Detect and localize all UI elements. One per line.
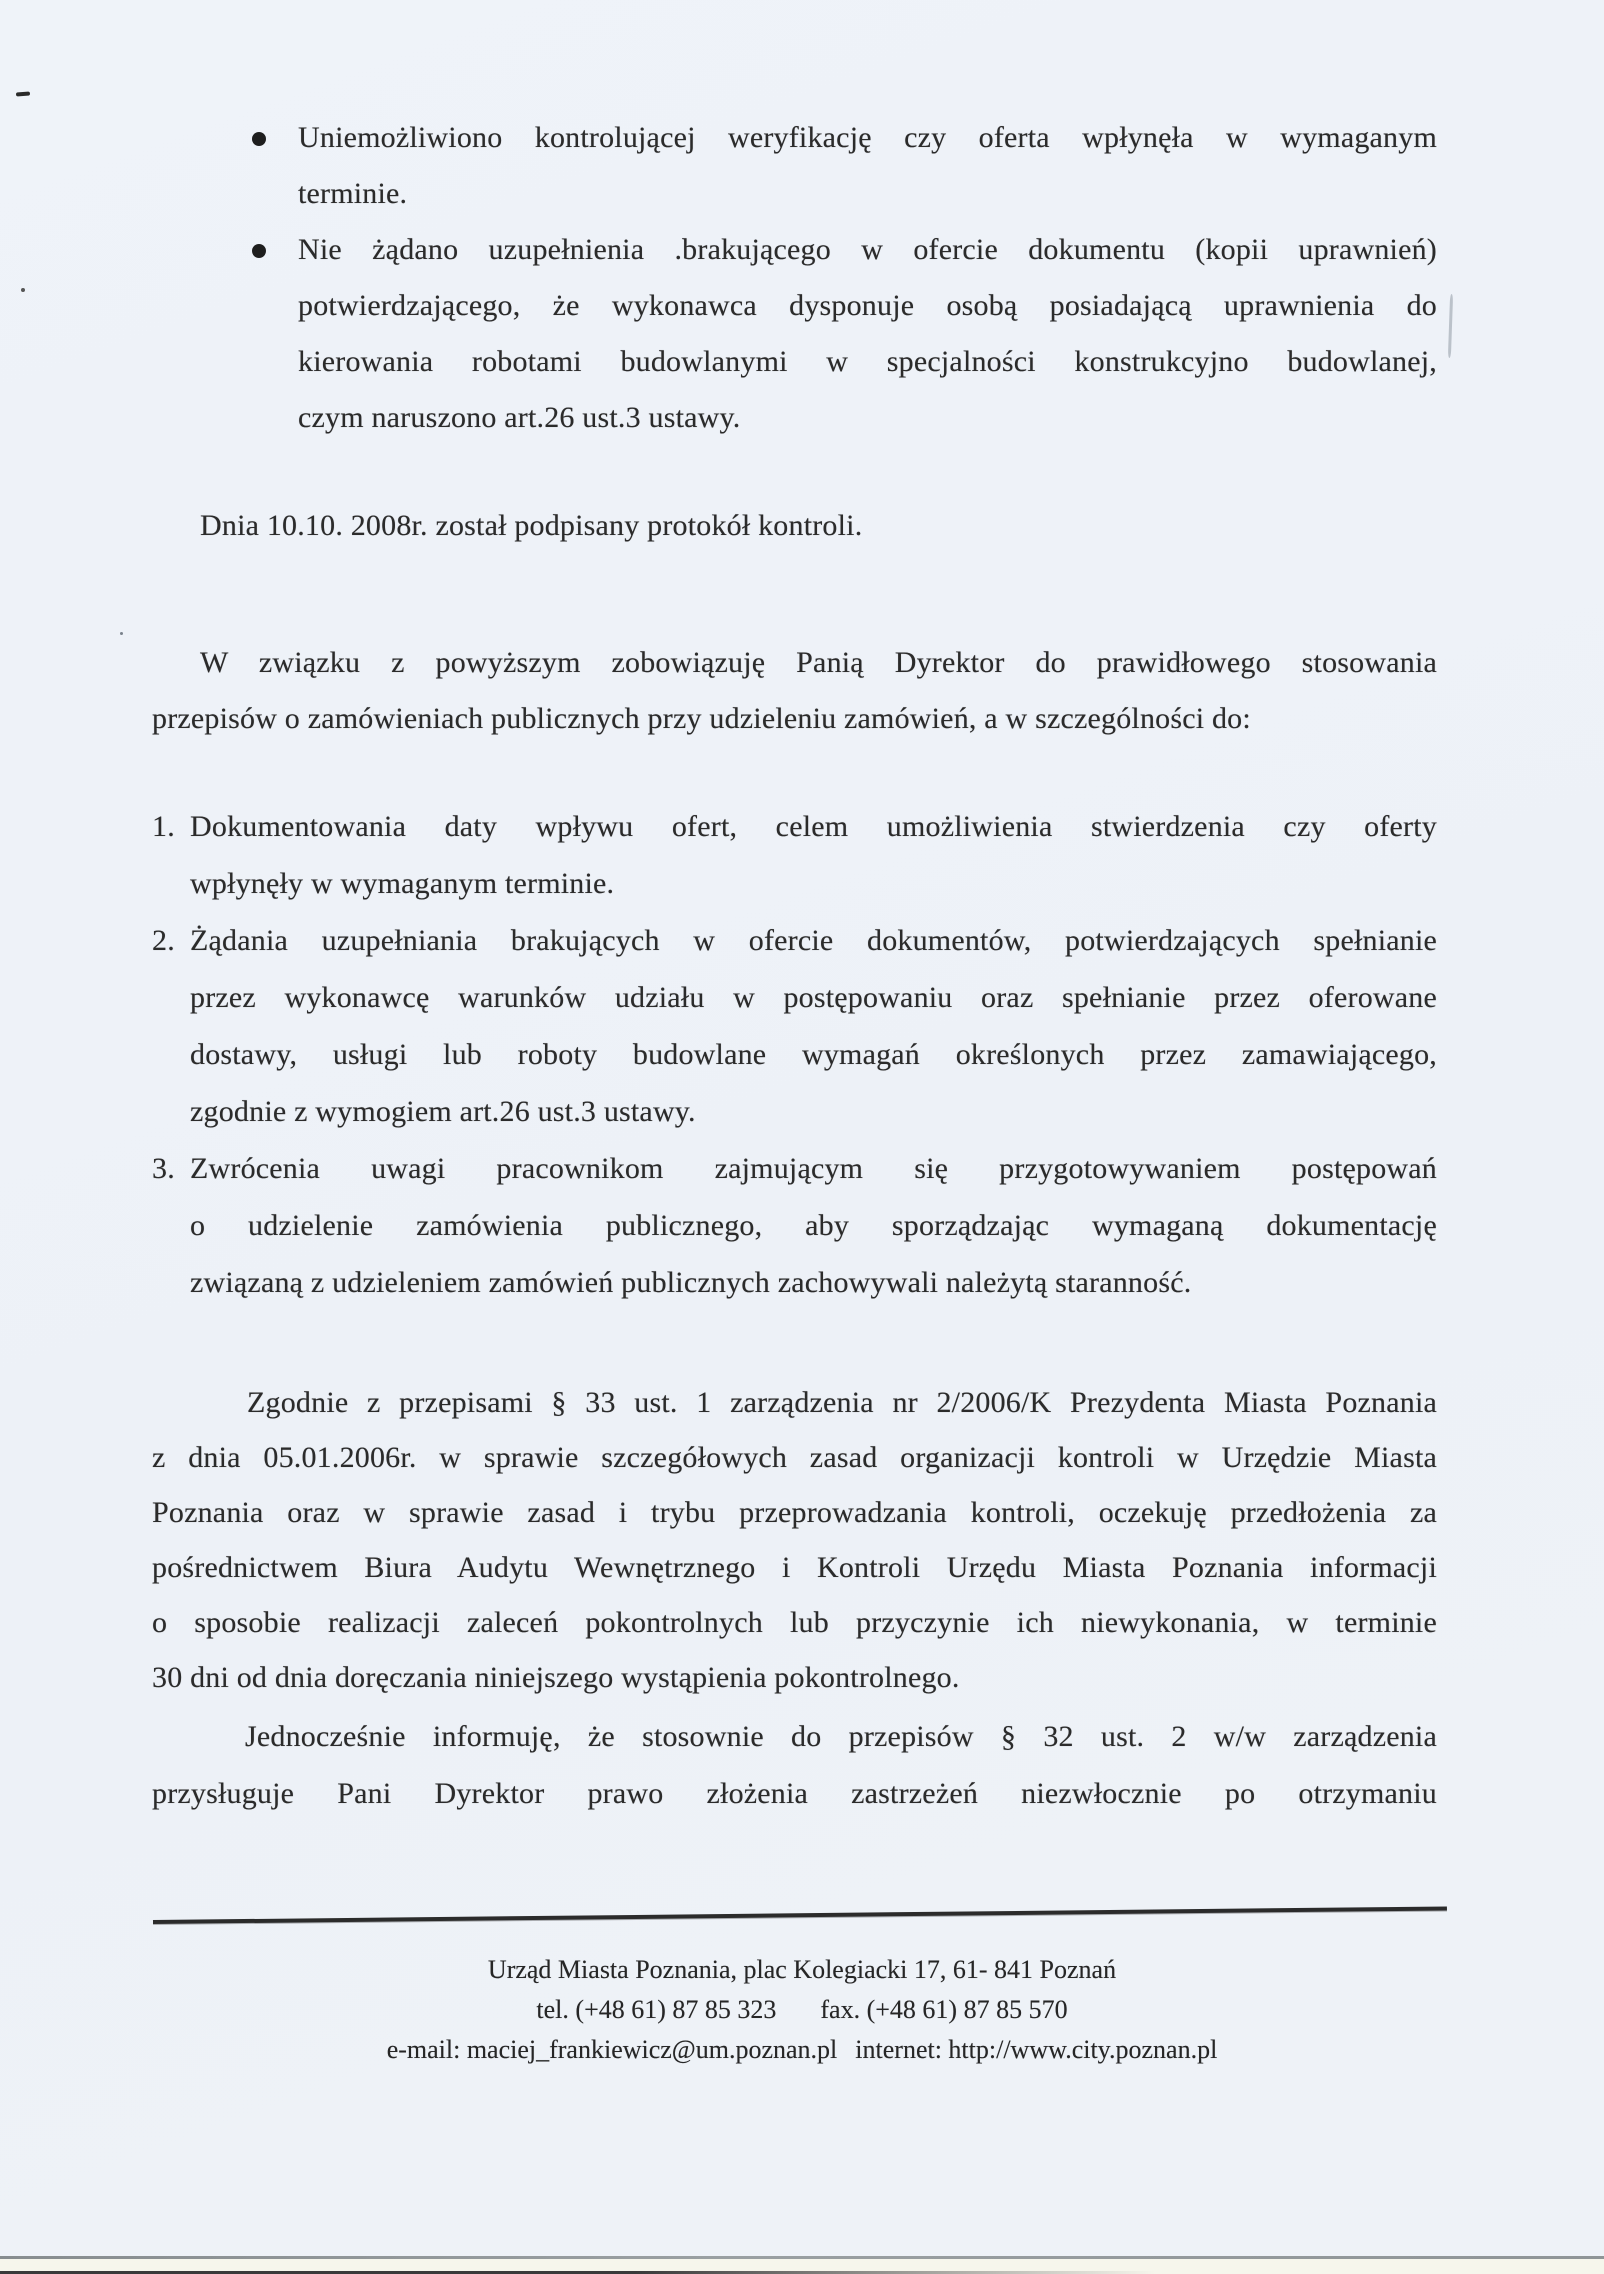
text-line: o sposobie realizacji zaleceń pokontrolnych lub przyczynie ich niewykonania, w terminie: [152, 1606, 1437, 1639]
numbered-item: [152, 912, 1437, 1140]
footer-fax: fax. (+48 61) 87 85 570: [820, 1995, 1068, 2024]
text-line: związaną z udzieleniem zamówień publicznych zachowywali należytą staranność.: [190, 1266, 1192, 1299]
text-line: terminie.: [298, 177, 408, 210]
text-line: Poznania oraz w sprawie zasad i trybu przeprowadzania kontroli, oczekuję przedłożenia za: [152, 1496, 1437, 1529]
item-number: 2.: [152, 924, 175, 957]
item-number: 3.: [152, 1152, 175, 1185]
footer-tel: tel. (+48 61) 87 85 323: [536, 1995, 777, 2024]
text-line: przysługuje Pani Dyrektor prawo złożenia zastrzeżeń niezwłocznie po otrzymaniu: [152, 1777, 1437, 1810]
text-line: Jednocześnie informuję, że stosownie do przepisów § 32 ust. 2 w/w zarządzenia: [245, 1720, 1437, 1753]
text-line: 30 dni od dnia doręczania niniejszego wystąpienia pokontrolnego.: [152, 1661, 960, 1694]
item-number: 1.: [152, 810, 175, 843]
paragraph-zgodnie: [152, 1375, 1437, 1705]
text-line: W związku z powyższym zobowiązuję Panią Dyrektor do prawidłowego stosowania: [200, 646, 1437, 679]
text-line: z dnia 05.01.2006r. w sprawie szczegółowych zasad organizacji kontroli w Urzędzie Miasta: [152, 1441, 1437, 1474]
text-line: wpłynęły w wymaganym terminie.: [190, 867, 615, 900]
numbered-item: [152, 1140, 1437, 1311]
footer-internet: internet: http://www.city.poznan.pl: [855, 2035, 1218, 2064]
footer-address-line: Urząd Miasta Poznania, plac Kolegiacki 17, 61- 841 Poznań: [487, 1955, 1117, 1984]
text-line: zgodnie z wymogiem art.26 ust.3 ustawy.: [190, 1095, 696, 1128]
footer-email: e-mail: maciej_frankiewicz@um.poznan.pl: [386, 2035, 838, 2064]
bullet-item: [152, 222, 1437, 446]
text-line: potwierdzającego, że wykonawca dysponuje osobą posiadającą uprawnienia do: [298, 289, 1437, 322]
paragraph-protocol-signed: Dnia 10.10. 2008r. został podpisany protokół kontroli.: [200, 509, 863, 542]
numbered-item: [152, 798, 1437, 912]
bullet-item: [152, 110, 1437, 222]
paragraph-jednoczesnie: [152, 1708, 1437, 1822]
numbered-list: [152, 798, 1437, 1311]
text-line: o udzielenie zamówienia publicznego, aby sporządzając wymaganą dokumentację: [190, 1209, 1437, 1242]
paragraph-obligation: [152, 635, 1437, 747]
text-line: Zgodnie z przepisami § 33 ust. 1 zarządzenia nr 2/2006/K Prezydenta Miasta Poznania: [247, 1386, 1437, 1419]
footer-separator-line: [153, 1906, 1447, 1924]
bullet-list: [152, 110, 1437, 446]
text-line: dostawy, usługi lub roboty budowlane wymagań określonych przez zamawiającego,: [190, 1038, 1437, 1071]
text-line: czym naruszono art.26 ust.3 ustawy.: [298, 401, 741, 434]
text-line: kierowania robotami budowlanymi w specjalności konstrukcyjno budowlanej,: [298, 345, 1437, 378]
footer-phone-line: [0, 1990, 1604, 2030]
footer-email-line: [0, 2030, 1604, 2070]
text-line: Żądania uzupełniania brakujących w ofercie dokumentów, potwierdzających spełnianie: [190, 924, 1437, 957]
text-line: Zwrócenia uwagi pracownikom zajmującym się przygotowywaniem postępowań: [190, 1152, 1437, 1185]
text-line: przez wykonawcę warunków udziału w postępowaniu oraz spełnianie przez oferowane: [190, 981, 1437, 1014]
text-line: pośrednictwem Biura Audytu Wewnętrznego i Kontroli Urzędu Miasta Poznania informacji: [152, 1551, 1437, 1584]
text-line: Uniemożliwiono kontrolującej weryfikację czy oferta wpłynęła w wymaganym: [298, 121, 1437, 154]
bullet-marker-icon: [252, 132, 266, 146]
bullet-marker-icon: [252, 244, 266, 258]
text-line: przepisów o zamówieniach publicznych przy udzieleniu zamówień, a w szczególności do:: [152, 702, 1251, 735]
text-line: Dokumentowania daty wpływu ofert, celem umożliwienia stwierdzenia czy oferty: [190, 810, 1437, 843]
footer-contact-block: [0, 1950, 1604, 2070]
text-line: Nie żądano uzupełnienia .brakującego w ofercie dokumentu (kopii uprawnień): [298, 233, 1437, 266]
